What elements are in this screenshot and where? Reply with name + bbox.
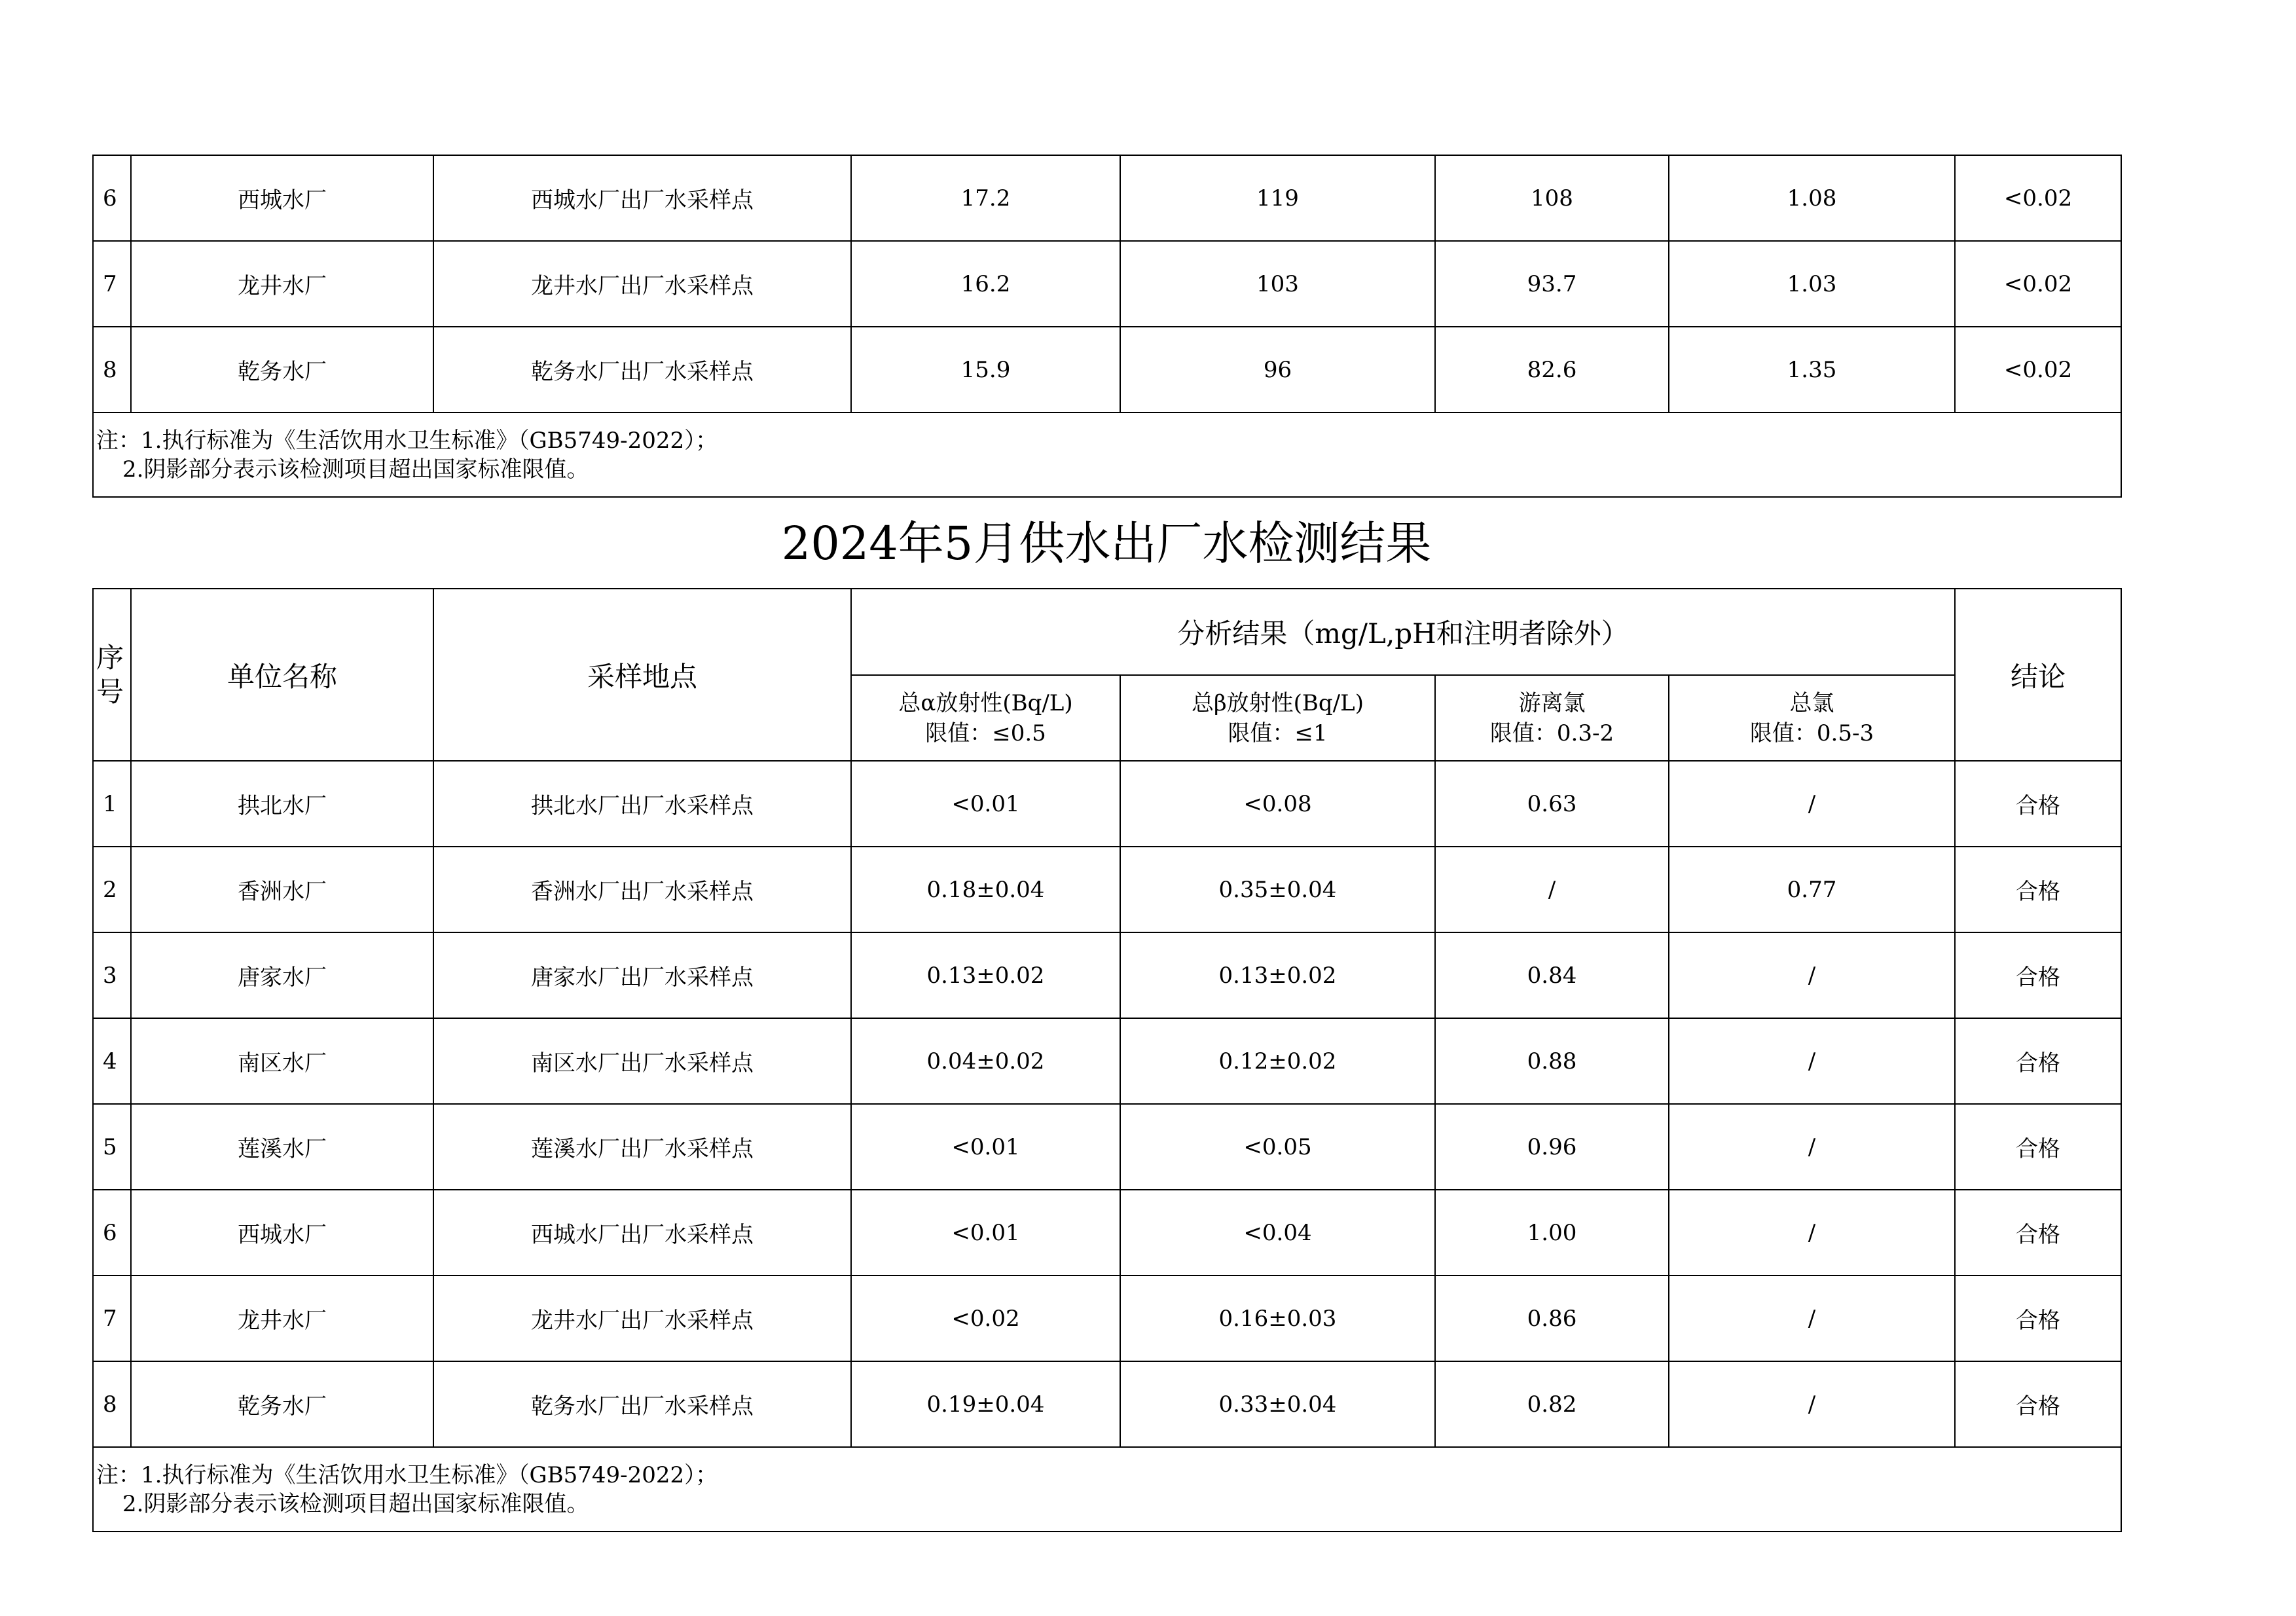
- unit-name-cell: 香洲水厂: [131, 847, 433, 932]
- free-chlorine-cell: 0.82: [1435, 1361, 1669, 1447]
- unit-name-cell: 南区水厂: [131, 1018, 433, 1104]
- table-row: [93, 1276, 2121, 1361]
- gross-beta-cell: 0.13±0.02: [1120, 932, 1435, 1018]
- note-line-2: 2.阴影部分表示该检测项目超出国家标准限值。: [122, 1490, 589, 1517]
- value-cell: 119: [1120, 155, 1435, 241]
- previous-results-table: [92, 155, 2122, 498]
- column-name: 总氯: [1789, 689, 1834, 716]
- free-chlorine-cell: 0.86: [1435, 1276, 1669, 1361]
- header-free-chlorine: [1435, 675, 1669, 761]
- value-cell: 93.7: [1435, 241, 1669, 327]
- unit-name-cell: 西城水厂: [131, 1190, 433, 1276]
- header-sample-site: 采样地点: [433, 589, 851, 761]
- sample-site-cell: 西城水厂出厂水采样点: [433, 155, 851, 241]
- header-unit-name: 单位名称: [131, 589, 433, 761]
- free-chlorine-cell: 1.00: [1435, 1190, 1669, 1276]
- gross-beta-cell: 0.12±0.02: [1120, 1018, 1435, 1104]
- free-chlorine-cell: 0.96: [1435, 1104, 1669, 1190]
- unit-name-cell: 乾务水厂: [131, 327, 433, 413]
- value-cell: <0.02: [1955, 327, 2121, 413]
- table-row: [93, 847, 2121, 932]
- seq-cell: 4: [93, 1018, 131, 1104]
- value-cell: 1.08: [1669, 155, 1955, 241]
- column-name: 总β放射性(Bq/L): [1192, 689, 1364, 716]
- unit-name-cell: 龙井水厂: [131, 1276, 433, 1361]
- unit-name-cell: 乾务水厂: [131, 1361, 433, 1447]
- seq-cell: 1: [93, 761, 131, 847]
- note-line-1: 注：1.执行标准为《生活饮用水卫生标准》（GB5749-2022）；: [96, 427, 718, 454]
- gross-beta-cell: <0.04: [1120, 1190, 1435, 1276]
- gross-alpha-cell: <0.01: [851, 761, 1120, 847]
- total-chlorine-cell: /: [1669, 1104, 1955, 1190]
- table-note: [93, 1447, 2121, 1532]
- header-total-chlorine: [1669, 675, 1955, 761]
- sample-site-cell: 拱北水厂出厂水采样点: [433, 761, 851, 847]
- table-note: [93, 413, 2121, 497]
- total-chlorine-cell: 0.77: [1669, 847, 1955, 932]
- conclusion-cell: 合格: [1955, 1104, 2121, 1190]
- gross-beta-cell: 0.16±0.03: [1120, 1276, 1435, 1361]
- free-chlorine-cell: 0.88: [1435, 1018, 1669, 1104]
- seq-cell: 7: [93, 241, 131, 327]
- conclusion-cell: 合格: [1955, 932, 2121, 1018]
- column-name: 总α放射性(Bq/L): [898, 689, 1073, 716]
- gross-beta-cell: <0.08: [1120, 761, 1435, 847]
- note-row: [93, 1447, 2121, 1532]
- seq-cell: 8: [93, 327, 131, 413]
- conclusion-cell: 合格: [1955, 1361, 2121, 1447]
- conclusion-cell: 合格: [1955, 1190, 2121, 1276]
- value-cell: <0.02: [1955, 241, 2121, 327]
- seq-cell: 8: [93, 1361, 131, 1447]
- table-row: [93, 761, 2121, 847]
- column-limit: 限值：0.3-2: [1489, 720, 1614, 746]
- table-row: [93, 1104, 2121, 1190]
- value-cell: 82.6: [1435, 327, 1669, 413]
- value-cell: <0.02: [1955, 155, 2121, 241]
- page-title: 2024年5月供水出厂水检测结果: [781, 517, 1432, 570]
- header-row: [93, 589, 2121, 675]
- total-chlorine-cell: /: [1669, 1018, 1955, 1104]
- sample-site-cell: 龙井水厂出厂水采样点: [433, 1276, 851, 1361]
- column-limit: 限值：≤0.5: [925, 720, 1046, 746]
- conclusion-cell: 合格: [1955, 1018, 2121, 1104]
- note-row: [93, 413, 2121, 497]
- table-row: [93, 1190, 2121, 1276]
- header-gross-alpha: [851, 675, 1120, 761]
- seq-cell: 5: [93, 1104, 131, 1190]
- column-limit: 限值：≤1: [1228, 720, 1328, 746]
- table-row: [93, 155, 2121, 241]
- total-chlorine-cell: /: [1669, 1190, 1955, 1276]
- value-cell: 103: [1120, 241, 1435, 327]
- conclusion-cell: 合格: [1955, 1276, 2121, 1361]
- free-chlorine-cell: 0.84: [1435, 932, 1669, 1018]
- gross-alpha-cell: <0.02: [851, 1276, 1120, 1361]
- header-gross-beta: [1120, 675, 1435, 761]
- unit-name-cell: 龙井水厂: [131, 241, 433, 327]
- total-chlorine-cell: /: [1669, 1361, 1955, 1447]
- unit-name-cell: 唐家水厂: [131, 932, 433, 1018]
- table-row: [93, 241, 2121, 327]
- unit-name-cell: 拱北水厂: [131, 761, 433, 847]
- sample-site-cell: 莲溪水厂出厂水采样点: [433, 1104, 851, 1190]
- unit-name-cell: 西城水厂: [131, 155, 433, 241]
- value-cell: 108: [1435, 155, 1669, 241]
- header-conclusion: 结论: [1955, 589, 2121, 761]
- results-table: [92, 588, 2122, 1532]
- value-cell: 15.9: [851, 327, 1120, 413]
- gross-alpha-cell: 0.13±0.02: [851, 932, 1120, 1018]
- conclusion-cell: 合格: [1955, 847, 2121, 932]
- note-line-1: 注：1.执行标准为《生活饮用水卫生标准》（GB5749-2022）；: [96, 1461, 718, 1488]
- gross-alpha-cell: 0.18±0.04: [851, 847, 1120, 932]
- header-seq: 序号: [93, 589, 131, 761]
- total-chlorine-cell: /: [1669, 932, 1955, 1018]
- sample-site-cell: 西城水厂出厂水采样点: [433, 1190, 851, 1276]
- sample-site-cell: 香洲水厂出厂水采样点: [433, 847, 851, 932]
- table-row: [93, 327, 2121, 413]
- value-cell: 96: [1120, 327, 1435, 413]
- table-row: [93, 1018, 2121, 1104]
- value-cell: 1.03: [1669, 241, 1955, 327]
- table-row: [93, 932, 2121, 1018]
- gross-beta-cell: <0.05: [1120, 1104, 1435, 1190]
- sample-site-cell: 唐家水厂出厂水采样点: [433, 932, 851, 1018]
- value-cell: 16.2: [851, 241, 1120, 327]
- gross-alpha-cell: <0.01: [851, 1104, 1120, 1190]
- column-limit: 限值：0.5-3: [1749, 720, 1874, 746]
- seq-cell: 3: [93, 932, 131, 1018]
- seq-cell: 7: [93, 1276, 131, 1361]
- gross-beta-cell: 0.33±0.04: [1120, 1361, 1435, 1447]
- free-chlorine-cell: /: [1435, 847, 1669, 932]
- table-row: [93, 1361, 2121, 1447]
- conclusion-cell: 合格: [1955, 761, 2121, 847]
- gross-beta-cell: 0.35±0.04: [1120, 847, 1435, 932]
- column-name: 游离氯: [1518, 689, 1586, 716]
- header-analysis-results: 分析结果（mg/L,pH和注明者除外）: [851, 589, 1955, 675]
- value-cell: 17.2: [851, 155, 1120, 241]
- seq-cell: 6: [93, 1190, 131, 1276]
- gross-alpha-cell: 0.19±0.04: [851, 1361, 1120, 1447]
- sample-site-cell: 乾务水厂出厂水采样点: [433, 327, 851, 413]
- note-line-2: 2.阴影部分表示该检测项目超出国家标准限值。: [122, 456, 589, 483]
- gross-alpha-cell: 0.04±0.02: [851, 1018, 1120, 1104]
- sample-site-cell: 龙井水厂出厂水采样点: [433, 241, 851, 327]
- sample-site-cell: 南区水厂出厂水采样点: [433, 1018, 851, 1104]
- gross-alpha-cell: <0.01: [851, 1190, 1120, 1276]
- free-chlorine-cell: 0.63: [1435, 761, 1669, 847]
- sample-site-cell: 乾务水厂出厂水采样点: [433, 1361, 851, 1447]
- unit-name-cell: 莲溪水厂: [131, 1104, 433, 1190]
- value-cell: 1.35: [1669, 327, 1955, 413]
- seq-cell: 6: [93, 155, 131, 241]
- total-chlorine-cell: /: [1669, 1276, 1955, 1361]
- total-chlorine-cell: /: [1669, 761, 1955, 847]
- seq-cell: 2: [93, 847, 131, 932]
